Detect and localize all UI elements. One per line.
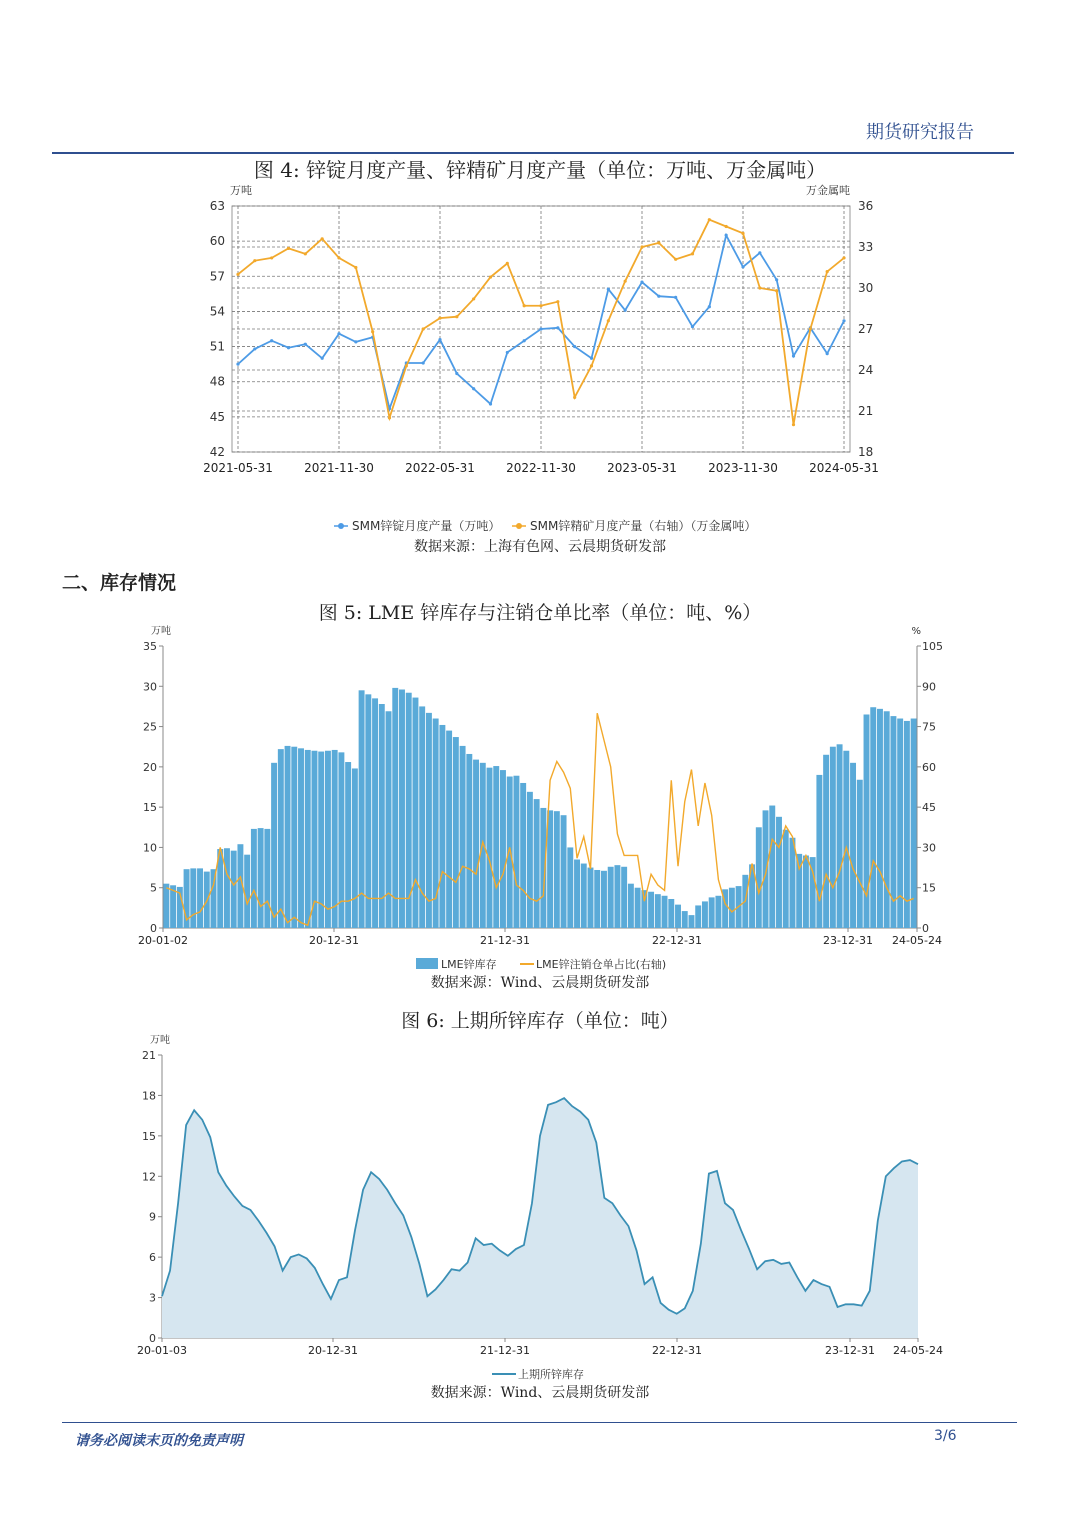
inventory-bar xyxy=(709,897,715,928)
y-tick-label: 0 xyxy=(149,1332,156,1345)
x-tick-label: 24-05-24 xyxy=(892,934,942,947)
x-tick-label: 2021-11-30 xyxy=(304,461,374,475)
inventory-bar xyxy=(439,725,445,928)
inventory-bar xyxy=(911,719,917,928)
inventory-bar xyxy=(352,768,358,928)
data-point-1 xyxy=(775,278,778,281)
inventory-bar xyxy=(776,817,782,928)
data-point-1 xyxy=(321,357,324,360)
inventory-bar xyxy=(837,744,843,928)
data-point-2 xyxy=(321,237,324,240)
y-tick-label: 12 xyxy=(142,1170,156,1184)
data-point-2 xyxy=(708,218,711,221)
data-point-2 xyxy=(758,286,761,289)
x-tick-label: 20-01-02 xyxy=(138,934,188,947)
data-point-1 xyxy=(708,305,711,308)
data-point-1 xyxy=(354,340,357,343)
y2-tick-label: 15 xyxy=(922,881,936,895)
inventory-bar xyxy=(392,688,398,928)
x-tick-label: 2023-05-31 xyxy=(607,461,677,475)
x-tick-label: 2023-11-30 xyxy=(708,461,778,475)
legend-label-bars: LME锌库存 xyxy=(441,958,497,971)
y2-tick-label: 36 xyxy=(858,199,874,213)
data-point-2 xyxy=(287,247,290,250)
inventory-bar xyxy=(769,806,775,928)
inventory-bar xyxy=(305,750,311,928)
y-tick-label: 0 xyxy=(150,922,157,935)
inventory-bar xyxy=(554,811,560,928)
y-tick-label: 42 xyxy=(209,445,225,459)
inventory-bar xyxy=(399,690,405,928)
data-point-1 xyxy=(556,326,559,329)
y2-tick-label: 21 xyxy=(858,404,874,418)
data-point-2 xyxy=(523,304,526,307)
inventory-bar xyxy=(298,748,304,928)
x-tick-label: 23-12-31 xyxy=(823,934,873,947)
legend-label: 上期所锌库存 xyxy=(518,1368,584,1381)
inventory-bar xyxy=(789,838,795,928)
inventory-bar xyxy=(574,860,580,928)
inventory-bar xyxy=(264,829,270,928)
inventory-bar xyxy=(460,746,466,928)
y2-tick-label: 75 xyxy=(922,720,936,734)
x-tick-label: 2024-05-31 xyxy=(809,461,879,475)
chart-lme-zinc-inventory xyxy=(0,620,1080,972)
figure-4-title: 图 4: 锌锭月度产量、锌精矿月度产量（单位：万吨、万金属吨） xyxy=(253,158,827,182)
right-axis-unit: 万金属吨 xyxy=(806,184,850,197)
data-point-2 xyxy=(556,300,559,303)
inventory-bar xyxy=(608,867,614,928)
inventory-bar xyxy=(507,777,513,928)
data-point-1 xyxy=(337,332,340,335)
page-number: 3/6 xyxy=(934,1428,957,1444)
inventory-bar xyxy=(493,766,499,928)
data-point-1 xyxy=(758,251,761,254)
data-point-1 xyxy=(523,339,526,342)
data-point-2 xyxy=(741,232,744,235)
inventory-bar xyxy=(695,905,701,928)
data-point-2 xyxy=(573,396,576,399)
inventory-bar xyxy=(345,762,351,928)
y2-tick-label: 105 xyxy=(922,640,943,653)
data-point-2 xyxy=(236,273,239,276)
data-point-2 xyxy=(725,225,728,228)
y2-tick-label: 30 xyxy=(922,841,936,855)
inventory-bar xyxy=(675,905,681,928)
chart-zinc-production xyxy=(0,178,1080,538)
left-axis-unit: 万吨 xyxy=(150,1035,170,1046)
y2-tick-label: 18 xyxy=(858,445,874,459)
y-tick-label: 30 xyxy=(143,680,157,694)
figure-5-title: 图 5: LME 锌库存与注销仓单比率（单位：吨、%） xyxy=(318,602,762,624)
y2-tick-label: 24 xyxy=(858,363,874,377)
data-point-1 xyxy=(539,327,542,330)
inventory-bar xyxy=(843,751,849,928)
inventory-bar xyxy=(729,888,735,928)
y-tick-label: 48 xyxy=(209,374,225,389)
y-tick-label: 15 xyxy=(143,801,157,815)
data-point-2 xyxy=(674,258,677,261)
y-tick-label: 15 xyxy=(142,1129,156,1143)
x-tick-label: 24-05-24 xyxy=(893,1344,943,1357)
inventory-bar xyxy=(258,828,264,928)
data-point-2 xyxy=(624,280,627,283)
data-point-2 xyxy=(337,256,340,259)
y-tick-label: 57 xyxy=(209,269,225,284)
y-tick-label: 45 xyxy=(209,409,225,424)
inventory-bar xyxy=(816,775,822,928)
inventory-bar xyxy=(534,799,540,928)
inventory-bar xyxy=(682,911,688,928)
inventory-bar xyxy=(763,810,769,928)
legend-label-2: SMM锌精矿月度产量（右轴）（万金属吨） xyxy=(530,519,757,533)
data-point-1 xyxy=(725,234,728,237)
data-point-1 xyxy=(236,363,239,366)
inventory-bar xyxy=(850,763,856,928)
figure-6-source: 数据来源：Wind、云晨期货研发部 xyxy=(430,1385,650,1401)
data-point-1 xyxy=(640,281,643,284)
inventory-bar xyxy=(251,829,257,928)
data-point-1 xyxy=(674,296,677,299)
legend-marker-2 xyxy=(516,523,522,529)
chart-shfe-zinc-inventory xyxy=(0,1030,1080,1382)
inventory-bar xyxy=(500,770,506,928)
figure-4-source: 数据来源：上海有色网、云晨期货研发部 xyxy=(414,539,666,555)
figure-6-title: 图 6: 上期所锌库存（单位：吨） xyxy=(401,1010,679,1032)
data-point-1 xyxy=(489,402,492,405)
data-point-2 xyxy=(304,252,307,255)
inventory-bar xyxy=(372,698,378,928)
disclaimer-note: 请务必阅读末页的免责声明 xyxy=(75,1433,243,1449)
data-point-2 xyxy=(354,266,357,269)
data-point-1 xyxy=(506,351,509,354)
data-point-1 xyxy=(842,319,845,322)
footer-divider xyxy=(62,1422,1017,1423)
inventory-bar xyxy=(211,869,217,928)
x-tick-label: 21-12-31 xyxy=(480,1344,530,1357)
inventory-bar xyxy=(668,899,674,928)
y-tick-label: 60 xyxy=(209,234,225,249)
data-point-2 xyxy=(607,319,610,322)
data-point-2 xyxy=(388,416,391,419)
figure-5-source: 数据来源：Wind、云晨期货研发部 xyxy=(430,975,650,991)
y-tick-label: 20 xyxy=(143,760,157,774)
inventory-bar xyxy=(197,868,203,928)
inventory-bar xyxy=(547,810,553,928)
y-tick-label: 63 xyxy=(209,199,225,213)
inventory-bar xyxy=(648,892,654,928)
inventory-bar xyxy=(520,783,526,928)
y-tick-label: 54 xyxy=(209,304,225,319)
x-tick-label: 2022-05-31 xyxy=(405,461,475,475)
inventory-bar xyxy=(190,868,196,928)
data-point-2 xyxy=(775,289,778,292)
data-point-1 xyxy=(253,347,256,350)
x-tick-label: 20-12-31 xyxy=(308,1344,358,1357)
report-header-title: 期货研究报告 xyxy=(866,122,974,143)
data-point-1 xyxy=(472,387,475,390)
inventory-bar xyxy=(285,746,291,928)
inventory-bar xyxy=(412,698,418,928)
inventory-bar xyxy=(715,896,721,928)
data-point-2 xyxy=(809,327,812,330)
inventory-bar xyxy=(594,870,600,928)
inventory-bar xyxy=(271,763,277,928)
y2-tick-label: 60 xyxy=(922,760,936,774)
data-point-1 xyxy=(826,352,829,355)
y2-tick-label: 30 xyxy=(858,281,874,295)
y2-tick-label: 45 xyxy=(922,801,936,815)
x-tick-label: 22-12-31 xyxy=(652,934,702,947)
inventory-bar xyxy=(453,737,459,928)
data-point-1 xyxy=(422,361,425,364)
inventory-bar xyxy=(365,694,371,928)
inventory-bar xyxy=(163,884,169,928)
inventory-bar xyxy=(588,868,594,928)
inventory-bar xyxy=(332,750,338,928)
data-point-1 xyxy=(287,346,290,349)
y-tick-label: 10 xyxy=(143,841,157,855)
inventory-bar xyxy=(581,864,587,928)
y-tick-label: 3 xyxy=(149,1291,156,1305)
inventory-bar xyxy=(567,847,573,928)
data-point-1 xyxy=(792,354,795,357)
inventory-bar xyxy=(756,827,762,928)
inventory-bar xyxy=(689,915,695,928)
inventory-bar xyxy=(635,888,641,928)
inventory-bar xyxy=(662,896,668,928)
data-point-1 xyxy=(590,357,593,360)
inventory-bar xyxy=(857,780,863,928)
x-tick-label: 2021-05-31 xyxy=(203,461,273,475)
inventory-bar xyxy=(473,760,479,928)
inventory-bar xyxy=(487,768,493,928)
inventory-bar xyxy=(561,815,567,928)
y-tick-label: 35 xyxy=(143,640,157,653)
legend-label-1: SMM锌锭月度产量（万吨） xyxy=(352,519,501,533)
inventory-bar xyxy=(426,713,432,928)
inventory-bar xyxy=(830,747,836,928)
data-point-1 xyxy=(741,265,744,268)
inventory-bar xyxy=(884,711,890,928)
data-point-2 xyxy=(405,364,408,367)
y2-tick-label: 27 xyxy=(858,322,874,336)
y-tick-label: 5 xyxy=(150,881,157,895)
legend-marker-1 xyxy=(338,523,344,529)
inventory-bar xyxy=(628,884,634,928)
inventory-bar xyxy=(823,755,829,928)
y-tick-label: 9 xyxy=(149,1210,156,1224)
data-point-2 xyxy=(455,315,458,318)
data-point-2 xyxy=(489,275,492,278)
right-axis-unit: % xyxy=(911,626,921,637)
data-point-1 xyxy=(691,325,694,328)
data-point-2 xyxy=(792,423,795,426)
inventory-bar xyxy=(466,754,472,928)
inventory-bar xyxy=(513,776,519,928)
x-tick-label: 21-12-31 xyxy=(480,934,530,947)
inventory-bar xyxy=(702,901,708,928)
y2-tick-label: 90 xyxy=(922,680,936,694)
data-point-1 xyxy=(573,345,576,348)
data-point-2 xyxy=(657,241,660,244)
data-point-2 xyxy=(640,245,643,248)
data-point-2 xyxy=(826,270,829,273)
inventory-bar xyxy=(904,721,910,928)
data-point-1 xyxy=(438,338,441,341)
inventory-bar xyxy=(783,830,789,928)
left-axis-unit: 万吨 xyxy=(230,184,252,197)
inventory-bar xyxy=(803,855,809,928)
y-tick-label: 18 xyxy=(142,1089,156,1103)
x-tick-label: 20-01-03 xyxy=(137,1344,187,1357)
inventory-bar xyxy=(291,747,297,928)
data-point-2 xyxy=(270,256,273,259)
data-point-2 xyxy=(590,364,593,367)
data-point-2 xyxy=(539,304,542,307)
left-axis-unit: 万吨 xyxy=(151,626,171,637)
y2-tick-label: 33 xyxy=(858,240,874,254)
data-point-2 xyxy=(422,327,425,330)
inventory-bar xyxy=(870,707,876,928)
y-tick-label: 25 xyxy=(143,720,157,734)
legend-label-line: LME锌注销仓单占比(右轴) xyxy=(536,958,667,971)
x-tick-label: 23-12-31 xyxy=(825,1344,875,1357)
inventory-bar xyxy=(601,871,607,928)
inventory-bar xyxy=(655,894,661,928)
y-tick-label: 51 xyxy=(209,339,225,354)
data-point-2 xyxy=(253,259,256,262)
inventory-bar xyxy=(224,848,230,928)
section-heading-inventory: 二、库存情况 xyxy=(62,572,177,594)
inventory-bar xyxy=(527,792,533,928)
x-tick-label: 22-12-31 xyxy=(652,1344,702,1357)
y2-tick-label: 0 xyxy=(922,922,929,935)
inventory-bar xyxy=(325,751,331,928)
x-tick-label: 20-12-31 xyxy=(309,934,359,947)
data-point-2 xyxy=(506,262,509,265)
data-point-2 xyxy=(842,256,845,259)
data-point-2 xyxy=(691,252,694,255)
inventory-bar xyxy=(877,709,883,928)
inventory-bar xyxy=(379,704,385,928)
data-point-2 xyxy=(472,297,475,300)
inventory-bar xyxy=(318,752,324,928)
y-tick-label: 6 xyxy=(149,1251,156,1265)
data-point-1 xyxy=(624,309,627,312)
inventory-bar xyxy=(244,855,250,928)
inventory-bar xyxy=(231,851,237,928)
inventory-bar xyxy=(621,867,627,928)
x-tick-label: 2022-11-30 xyxy=(506,461,576,475)
data-point-1 xyxy=(455,372,458,375)
inventory-bar xyxy=(446,731,452,928)
y-tick-label: 21 xyxy=(142,1049,156,1062)
inventory-bar xyxy=(614,865,620,928)
data-point-1 xyxy=(607,288,610,291)
data-point-1 xyxy=(657,295,660,298)
inventory-bar xyxy=(641,890,647,928)
inventory-bar xyxy=(278,749,284,928)
data-point-1 xyxy=(304,343,307,346)
legend-swatch-bars xyxy=(416,958,438,969)
data-point-2 xyxy=(438,316,441,319)
data-point-1 xyxy=(270,339,273,342)
data-point-2 xyxy=(371,330,374,333)
